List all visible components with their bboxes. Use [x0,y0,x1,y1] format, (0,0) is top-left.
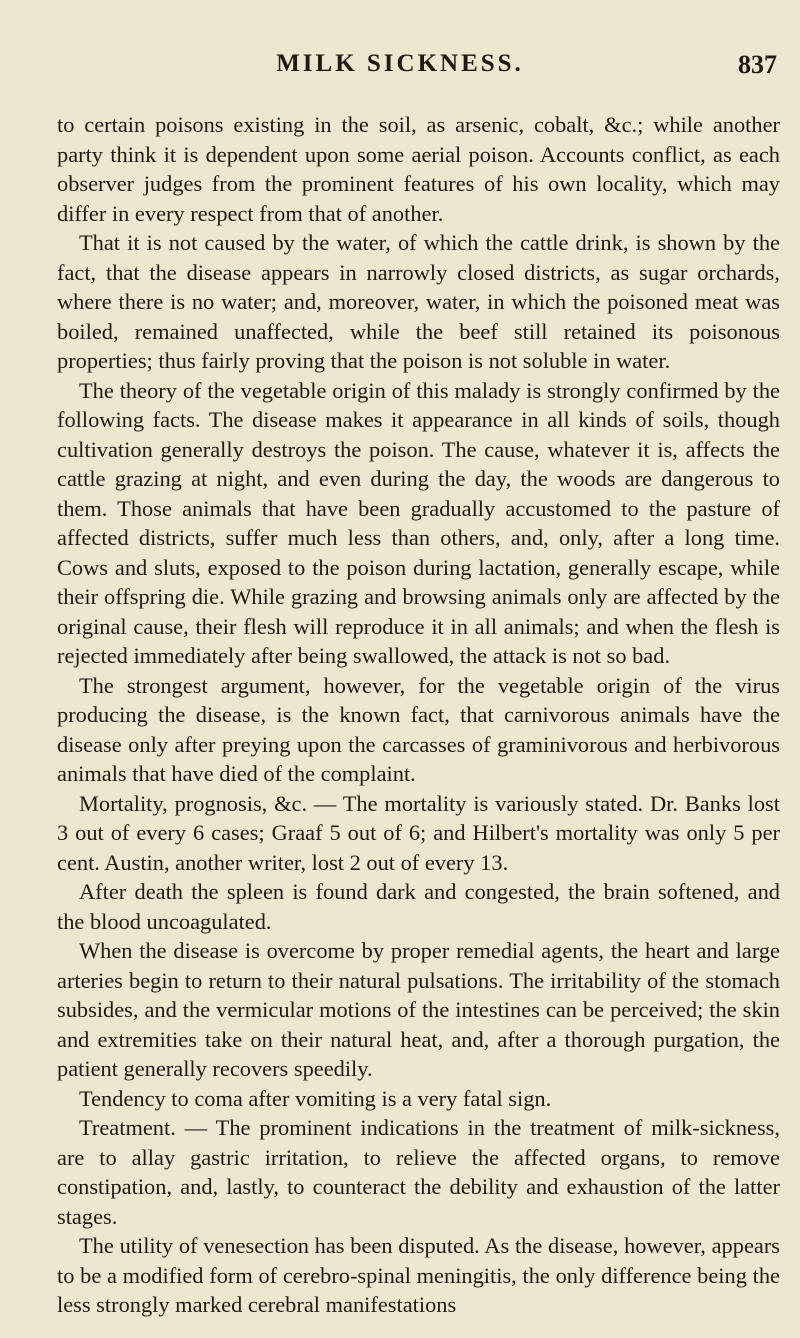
paragraph: Mortality, prognosis, &c. — The mortality is variously stated. Dr. Banks lost 3 out of every 6 cases; Graaf 5 out of 6; and Hilbert's mortality was only 5 per cent. Austin, another writer, lost 2 out of every 13. [57,790,780,875]
page-number: 837 [738,50,777,79]
paragraph: to certain poisons existing in the soil, as arsenic, cobalt, &c.; while another party think it is dependent upon some aerial poison. Accounts conflict, as each observer judges from the prominent features of his own locality, which may differ in every respect from that of another. [57,112,780,226]
paragraph: When the disease is overcome by proper remedial agents, the heart and large arteries begin to return to their natural pulsations. The irritability of the stomach subsides, and the vermicular motions of the intestines can be perceived; the skin and extremities take on their natural heat, and, after a thorough purgation, the patient generally recovers speedily. [57,938,780,1081]
paragraph: The strongest argument, however, for the vegetable origin of the virus producing the disease, is the known fact, that carnivorous animals have the disease only after preying upon the carcasses of graminivorous and herbivorous animals that have died of the complaint. [57,672,780,786]
page-header [0,50,800,82]
paragraph: The utility of venesection has been disputed. As the disease, however, appears to be a modified form of cerebro-spinal meningitis, the only difference being the less strongly marked cerebral manifestations [57,1233,780,1317]
paragraph: That it is not caused by the water, of which the cattle drink, is shown by the fact, that the disease appears in narrowly closed districts, as sugar orchards, where there is no water; and, moreover, water, in which the poisoned meat was boiled, remained unaffected, while the beef still retained its poisonous properties; thus fairly proving that the poison is not soluble in water. [57,230,780,373]
paragraph: After death the spleen is found dark and congested, the brain softened, and the blood uncoagulated. [57,879,780,934]
paragraph: Tendency to coma after vomiting is a very fatal sign. [79,1085,552,1111]
running-title: MILK SICKNESS. [276,50,524,77]
paragraph: The theory of the vegetable origin of this malady is strongly confirmed by the following facts. The disease makes it appearance in all kinds of soils, though cultivation generally destroys the poison. The cause, whatever it is, affects the cattle grazing at night, and even during the day, the woods are dangerous to them. Those animals that have been gradually accustomed to the pasture of affected districts, suffer much less than others, and, only, after a long time. Cows and sluts, exposed to the poison during lactation, generally escape, while their offspring die. While grazing and browsing animals only are affected by the original cause, their flesh will reproduce it in all animals; and when the flesh is rejected immediately after being swallowed, the attack is not so bad. [57,377,780,668]
paragraph: Treatment. — The prominent indications in the treatment of milk-sickness, are to allay gastric irritation, to relieve the affected organs, to remove constipation, and, lastly, to counteract the debility and exhaustion of the latter stages. [57,1115,780,1229]
body-text [57,110,780,1320]
